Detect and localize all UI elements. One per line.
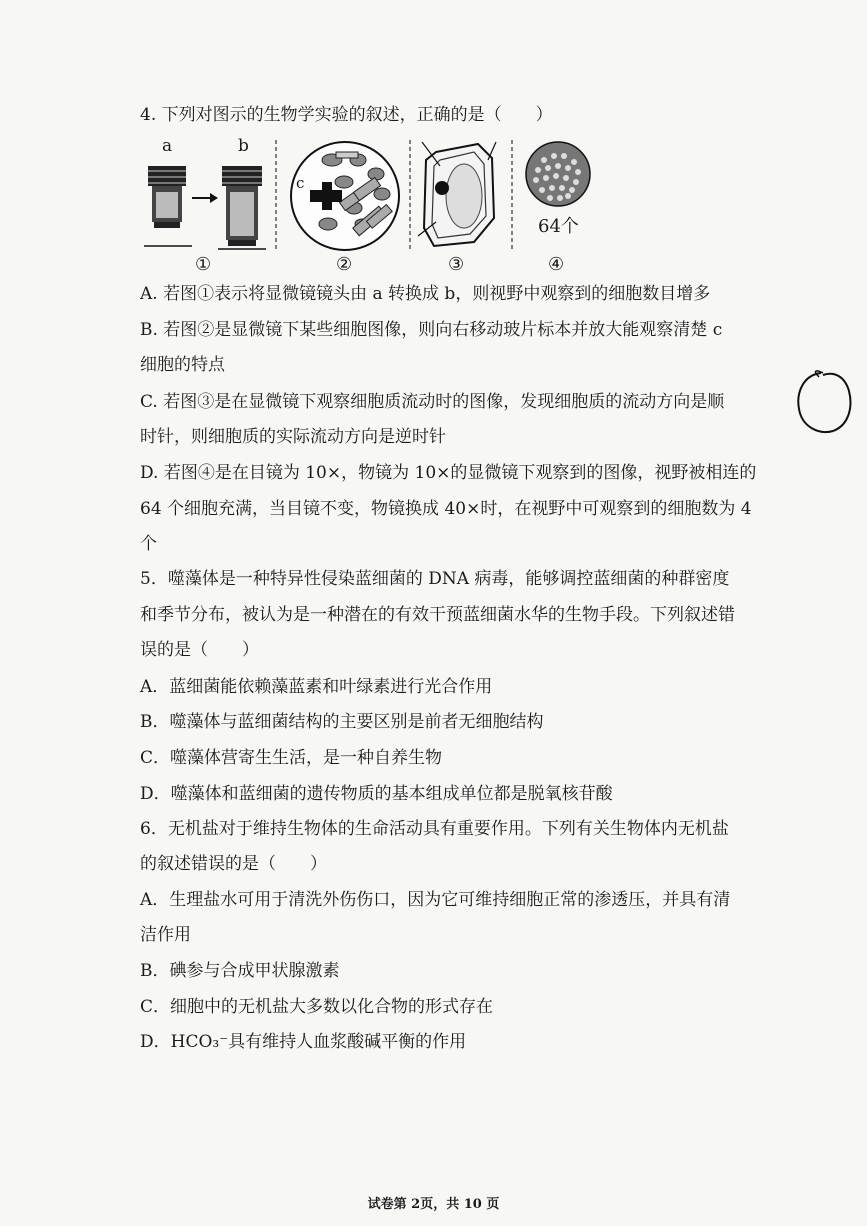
q4-option-c: C. 若图③是在显微镜下观察细胞质流动时的图像，发现细胞质的流动方向是顺 [140,392,725,412]
q4-option-b-cont: 细胞的特点 [140,355,225,375]
lens-b-label: b [238,136,249,156]
q5-option-a: A．蓝细菌能依赖藻蓝素和叶绿素进行光合作用 [140,677,493,697]
caption-4: ④ [548,254,565,275]
q4-stem: 4. 下列对图示的生物学实验的叙述，正确的是（ ） [140,105,553,125]
q6-option-d: D．HCO₃⁻具有维持人血浆酸碱平衡的作用 [140,1032,467,1052]
q4-figures [140,138,620,280]
cell-count-label: 64个 [538,216,579,237]
page-footer: 试卷第 2页，共 10 页 [367,1197,500,1212]
figure-4-dense-cells [526,142,590,206]
q4-option-d: D. 若图④是在目镜为 10×，物镜为 10×的显微镜下观察到的图像，视野被相连的 [140,463,757,483]
handwritten-circle-mark [793,367,855,439]
figure-1-lenses [144,166,266,249]
q6-option-a: A．生理盐水可用于清洗外伤伤口，因为它可维持细胞正常的渗透压，并具有清 [140,890,731,910]
lens-a-label: a [162,136,173,156]
q5-option-d: D．噬藻体和蓝细菌的遗传物质的基本组成单位都是脱氧核苷酸 [140,784,613,804]
q4-option-d-cont2: 个 [140,534,157,554]
q5-option-c: C．噬藻体营寄生生活，是一种自养生物 [140,748,443,768]
q6-stem-cont: 的叙述错误的是（ ） [140,854,327,874]
q6-option-b: B．碘参与合成甲状腺激素 [140,961,340,981]
q4-option-a: A. 若图①表示将显微镜镜头由 a 转换成 b，则视野中观察到的细胞数目增多 [140,284,711,304]
caption-1: ① [195,254,212,275]
q4-option-c-cont: 时针，则细胞质的实际流动方向是逆时针 [140,427,446,447]
q5-stem-cont: 和季节分布，被认为是一种潜在的有效干预蓝细菌水华的生物手段。下列叙述错 [140,605,735,625]
q6-option-a-cont: 洁作用 [140,925,191,945]
q5-option-b: B．噬藻体与蓝细菌结构的主要区别是前者无细胞结构 [140,712,544,732]
caption-2: ② [336,254,353,275]
q4-option-d-cont: 64 个细胞充满，当目镜不变，物镜换成 40×时，在视野中可观察到的细胞数为 4 [140,499,752,519]
q6-option-c: C．细胞中的无机盐大多数以化合物的形式存在 [140,997,494,1017]
q5-stem-cont2: 误的是（ ） [140,640,259,660]
lens-b [222,166,262,246]
figure-3-plant-cell [418,142,496,246]
lens-a [148,166,186,228]
q4-option-b: B. 若图②是显微镜下某些细胞图像，则向右移动玻片标本并放大能观察清楚 c [140,320,723,340]
q5-stem: 5．噬藻体是一种特异性侵染蓝细菌的 DNA 病毒，能够调控蓝细菌的种群密度 [140,569,730,589]
q6-stem: 6．无机盐对于维持生物体的生命活动具有重要作用。下列有关生物体内无机盐 [140,819,729,839]
figure-2-cells-field [291,142,399,250]
cell-c-label: c [296,174,305,192]
caption-3: ③ [448,254,465,275]
